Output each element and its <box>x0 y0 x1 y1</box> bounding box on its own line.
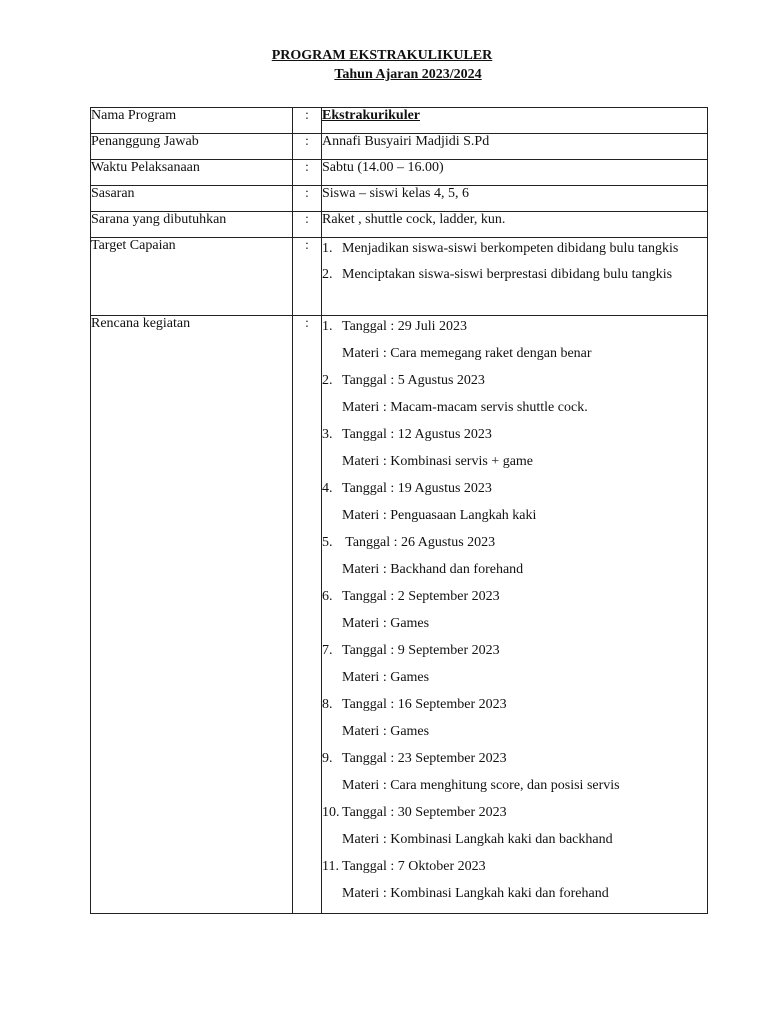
table-row-target-capaian <box>91 238 708 316</box>
row-separator: : <box>293 238 322 316</box>
table-row-nama-program <box>91 108 708 134</box>
activity-item <box>322 535 707 589</box>
activity-item <box>322 589 707 643</box>
activity-date: Tanggal : 23 September 2023 <box>342 751 507 766</box>
row-value <box>322 316 708 914</box>
row-separator: : <box>293 134 322 160</box>
activity-date: Tanggal : 16 September 2023 <box>342 697 507 712</box>
table-row-sasaran <box>91 186 708 212</box>
activity-number: 9. <box>322 751 333 766</box>
row-value <box>322 238 708 316</box>
list-item-text: Menjadikan siswa-siswi berkompeten dibidang bulu tangkis <box>342 241 679 256</box>
activity-date: Tanggal : 5 Agustus 2023 <box>342 373 485 388</box>
row-value: Raket , shuttle cock, ladder, kun. <box>322 212 708 238</box>
row-label: Sarana yang dibutuhkan <box>91 212 293 238</box>
row-label: Waktu Pelaksanaan <box>91 160 293 186</box>
list-item <box>322 241 700 257</box>
activity-material: Materi : Cara memegang raket dengan benar <box>342 346 592 361</box>
row-value: Sabtu (14.00 – 16.00) <box>322 160 708 186</box>
activity-date: Tanggal : 26 Agustus 2023 <box>342 535 496 550</box>
list-item-number: 2. <box>322 267 333 282</box>
activity-item <box>322 643 707 697</box>
activity-number: 1. <box>322 319 333 334</box>
activity-item <box>322 751 707 805</box>
activity-material: Materi : Backhand dan forehand <box>342 562 524 577</box>
row-separator: : <box>293 316 322 914</box>
activity-material: Materi : Macam-macam servis shuttle cock. <box>342 400 588 415</box>
program-name-value: Ekstrakurikuler <box>322 108 421 123</box>
activity-date: Tanggal : 9 September 2023 <box>342 643 500 658</box>
program-table <box>90 107 708 914</box>
table-row-rencana-kegiatan <box>91 316 708 914</box>
activity-material: Materi : Cara menghitung score, dan posisi servis <box>342 778 620 793</box>
activity-date: Tanggal : 2 September 2023 <box>342 589 500 604</box>
activity-material: Materi : Kombinasi Langkah kaki dan backhand <box>342 832 613 847</box>
activity-number: 7. <box>322 643 333 658</box>
activity-item <box>322 319 707 373</box>
activity-number: 5. <box>322 535 333 550</box>
activity-number: 3. <box>322 427 333 442</box>
activity-item <box>322 427 707 481</box>
activity-date: Tanggal : 29 Juli 2023 <box>342 319 468 334</box>
table-row-sarana <box>91 212 708 238</box>
row-separator: : <box>293 160 322 186</box>
document-title: PROGRAM EKSTRAKULIKULER <box>271 48 493 63</box>
activity-material: Materi : Games <box>342 670 430 685</box>
row-label: Target Capaian <box>91 238 293 316</box>
row-separator: : <box>293 186 322 212</box>
document-subtitle: Tahun Ajaran 2023/2024 <box>334 67 482 82</box>
row-separator: : <box>293 212 322 238</box>
activity-item <box>322 697 707 751</box>
activity-material: Materi : Kombinasi Langkah kaki dan forehand <box>342 886 609 901</box>
activity-date: Tanggal : 30 September 2023 <box>342 805 507 820</box>
target-list <box>322 241 700 283</box>
list-item-text: Menciptakan siswa-siswi berprestasi dibidang bulu tangkis <box>342 267 673 282</box>
activity-date: Tanggal : 12 Agustus 2023 <box>342 427 492 442</box>
activity-number: 11. <box>322 859 339 874</box>
activity-number: 6. <box>322 589 333 604</box>
row-value: Siswa – siswi kelas 4, 5, 6 <box>322 186 708 212</box>
activity-date: Tanggal : 7 Oktober 2023 <box>342 859 486 874</box>
activity-list <box>322 319 707 913</box>
row-value: Annafi Busyairi Madjidi S.Pd <box>322 134 708 160</box>
list-item-number: 1. <box>322 241 333 256</box>
activity-number: 10. <box>322 805 340 820</box>
activity-item <box>322 805 707 859</box>
list-item <box>322 267 700 283</box>
activity-item <box>322 859 707 913</box>
row-label: Sasaran <box>91 186 293 212</box>
row-label: Penanggung Jawab <box>91 134 293 160</box>
activity-number: 4. <box>322 481 333 496</box>
row-label: Rencana kegiatan <box>91 316 293 914</box>
table-row-waktu-pelaksanaan <box>91 160 708 186</box>
activity-item <box>322 481 707 535</box>
activity-number: 2. <box>322 373 333 388</box>
activity-number: 8. <box>322 697 333 712</box>
row-separator: : <box>293 108 322 134</box>
row-label: Nama Program <box>91 108 293 134</box>
activity-date: Tanggal : 19 Agustus 2023 <box>342 481 492 496</box>
activity-item <box>322 373 707 427</box>
activity-material: Materi : Penguasaan Langkah kaki <box>342 508 537 523</box>
activity-material: Materi : Games <box>342 616 430 631</box>
activity-material: Materi : Games <box>342 724 430 739</box>
activity-material: Materi : Kombinasi servis + game <box>342 454 534 469</box>
table-row-penanggung-jawab <box>91 134 708 160</box>
row-value <box>322 108 708 134</box>
